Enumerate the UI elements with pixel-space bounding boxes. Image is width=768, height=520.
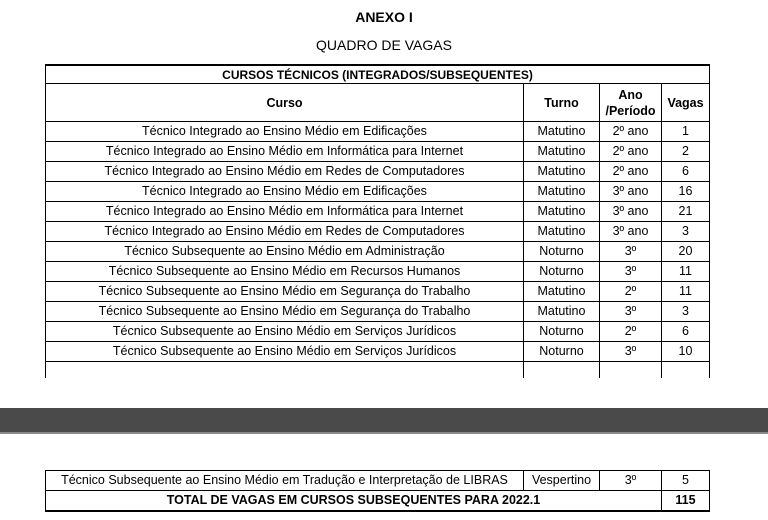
column-header-course: Curso bbox=[46, 84, 524, 122]
vacancies-cell: 3 bbox=[662, 302, 710, 322]
shift-cell: Matutino bbox=[524, 202, 600, 222]
column-header-year-line2: /Período bbox=[605, 103, 656, 118]
vacancies-cell: 3 bbox=[662, 222, 710, 242]
vacancy-table bbox=[45, 64, 710, 378]
shift-cell: Vespertino bbox=[524, 471, 600, 491]
vacancies-cell: 21 bbox=[662, 202, 710, 222]
empty-table-row bbox=[46, 362, 710, 379]
vacancies-cell: 11 bbox=[662, 262, 710, 282]
shift-cell: Noturno bbox=[524, 342, 600, 362]
course-cell: Técnico Integrado ao Ensino Médio em Redes de Computadores bbox=[46, 162, 524, 182]
vacancies-cell: 2 bbox=[662, 142, 710, 162]
course-cell: Técnico Subsequente ao Ensino Médio em Tradução e Interpretação de LIBRAS bbox=[46, 471, 524, 491]
course-cell: Técnico Integrado ao Ensino Médio em Informática para Internet bbox=[46, 202, 524, 222]
vacancies-cell: 10 bbox=[662, 342, 710, 362]
vacancies-cell: 11 bbox=[662, 282, 710, 302]
course-cell: Técnico Subsequente ao Ensino Médio em Serviços Jurídicos bbox=[46, 342, 524, 362]
column-header-shift: Turno bbox=[524, 84, 600, 122]
total-value: 115 bbox=[662, 491, 710, 512]
table-row bbox=[46, 142, 710, 162]
empty-cell bbox=[46, 362, 524, 379]
column-header-vacancies: Vagas bbox=[662, 84, 710, 122]
shift-cell: Matutino bbox=[524, 142, 600, 162]
shift-cell: Matutino bbox=[524, 282, 600, 302]
table-row bbox=[46, 162, 710, 182]
continuation-table bbox=[45, 470, 710, 512]
vacancies-cell: 6 bbox=[662, 322, 710, 342]
empty-cell bbox=[662, 362, 710, 379]
vacancies-cell: 1 bbox=[662, 122, 710, 142]
table-row bbox=[46, 302, 710, 322]
section-header: CURSOS TÉCNICOS (INTEGRADOS/SUBSEQUENTES) bbox=[46, 65, 710, 84]
course-cell: Técnico Subsequente ao Ensino Médio em Recursos Humanos bbox=[46, 262, 524, 282]
table-row bbox=[46, 322, 710, 342]
total-row bbox=[46, 491, 710, 512]
shift-cell: Matutino bbox=[524, 302, 600, 322]
annex-subtitle: QUADRO DE VAGAS bbox=[316, 37, 452, 53]
shift-cell: Matutino bbox=[524, 182, 600, 202]
table-row bbox=[46, 242, 710, 262]
document-page-2 bbox=[0, 434, 768, 520]
course-cell: Técnico Subsequente ao Ensino Médio em Segurança do Trabalho bbox=[46, 282, 524, 302]
year-cell: 2º bbox=[600, 282, 662, 302]
year-cell: 2º bbox=[600, 322, 662, 342]
year-cell: 2º ano bbox=[600, 162, 662, 182]
year-cell: 3º bbox=[600, 302, 662, 322]
table-row bbox=[46, 182, 710, 202]
table-row bbox=[46, 282, 710, 302]
table-row bbox=[46, 342, 710, 362]
course-cell: Técnico Integrado ao Ensino Médio em Redes de Computadores bbox=[46, 222, 524, 242]
table-row bbox=[46, 262, 710, 282]
column-header-year-line1: Ano bbox=[618, 87, 643, 102]
vacancies-cell: 5 bbox=[662, 471, 710, 491]
vacancies-cell: 16 bbox=[662, 182, 710, 202]
total-label: TOTAL DE VAGAS EM CURSOS SUBSEQUENTES PARA 2022.1 bbox=[46, 491, 662, 512]
shift-cell: Matutino bbox=[524, 222, 600, 242]
course-cell: Técnico Integrado ao Ensino Médio em Informática para Internet bbox=[46, 142, 524, 162]
shift-cell: Noturno bbox=[524, 242, 600, 262]
year-cell: 3º ano bbox=[600, 222, 662, 242]
table-row bbox=[46, 122, 710, 142]
year-cell: 2º ano bbox=[600, 122, 662, 142]
year-cell: 3º bbox=[600, 262, 662, 282]
empty-cell bbox=[524, 362, 600, 379]
course-cell: Técnico Subsequente ao Ensino Médio em Administração bbox=[46, 242, 524, 262]
page-separator bbox=[0, 408, 768, 434]
annex-title: ANEXO I bbox=[355, 9, 413, 25]
year-cell: 2º ano bbox=[600, 142, 662, 162]
table-row bbox=[46, 202, 710, 222]
shift-cell: Matutino bbox=[524, 162, 600, 182]
empty-cell bbox=[600, 362, 662, 379]
year-cell: 3º ano bbox=[600, 202, 662, 222]
table-row bbox=[46, 222, 710, 242]
column-header-year bbox=[600, 84, 662, 122]
year-cell: 3º bbox=[600, 471, 662, 491]
shift-cell: Matutino bbox=[524, 122, 600, 142]
year-cell: 3º bbox=[600, 242, 662, 262]
shift-cell: Noturno bbox=[524, 262, 600, 282]
course-cell: Técnico Integrado ao Ensino Médio em Edificações bbox=[46, 182, 524, 202]
year-cell: 3º bbox=[600, 342, 662, 362]
table-row bbox=[46, 471, 710, 491]
shift-cell: Noturno bbox=[524, 322, 600, 342]
year-cell: 3º ano bbox=[600, 182, 662, 202]
course-cell: Técnico Subsequente ao Ensino Médio em Segurança do Trabalho bbox=[46, 302, 524, 322]
vacancies-cell: 20 bbox=[662, 242, 710, 262]
course-cell: Técnico Integrado ao Ensino Médio em Edificações bbox=[46, 122, 524, 142]
course-cell: Técnico Subsequente ao Ensino Médio em Serviços Jurídicos bbox=[46, 322, 524, 342]
vacancies-cell: 6 bbox=[662, 162, 710, 182]
